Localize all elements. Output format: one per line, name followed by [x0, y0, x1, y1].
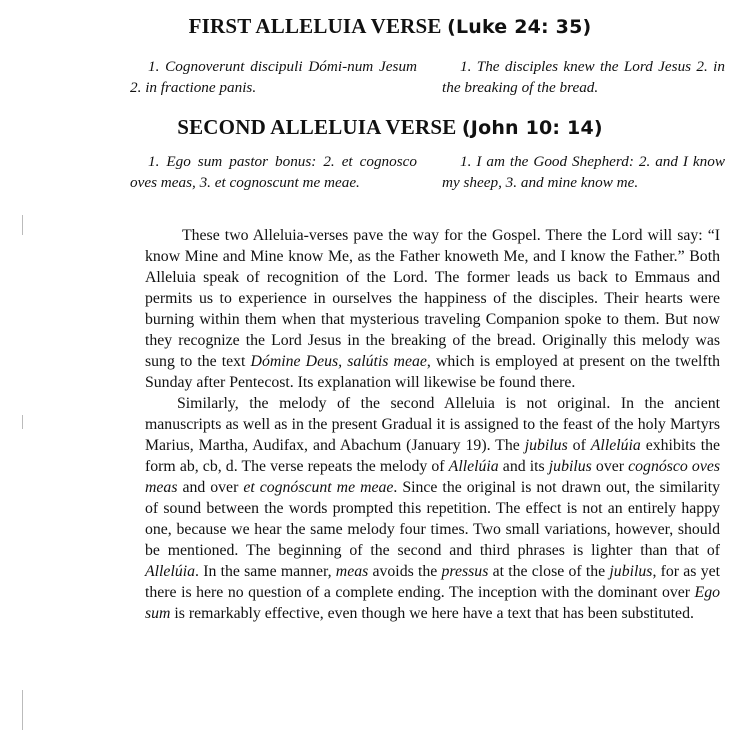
margin-mark: [22, 415, 23, 429]
text-run: . Since the original is not drawn out, the similarity of sound between the words prompted this repetition. The effect is not an entirely happy one, because we hear the same melody four times. Two small variations, however, should be mentioned. The beginning of the second and third phrases is lighter than that of: [145, 479, 720, 559]
text-run: These two Alleluia-verses pave the way for the Gospel. There the Lord will say: “I know Mine and Mine know Me, as the Father knoweth Me, and I know the Father.” Both Alleluia speak of recognition of the Lord. The former leads us back to Emmaus and permits us to experience in ourselves the happiness of the disciples. Their hearts were burning within them when that mysterious traveling Companion spoke to them. But now they recognize the Lord Jesus in the breaking of the bread. Originally this melody was sung to the text: [145, 227, 720, 370]
italic-text: jubilus: [609, 563, 653, 580]
second-verse-ref: (John 10: 14): [461, 117, 603, 139]
second-verse-english-column: [442, 151, 725, 193]
second-verse-heading: [130, 115, 650, 140]
italic-text: Allelúia: [448, 458, 499, 475]
italic-text: pressus: [441, 563, 489, 580]
second-verse-latin-column: [130, 151, 417, 193]
first-verse-title: FIRST ALLELUIA VERSE: [188, 14, 442, 38]
text-run: avoids the: [368, 563, 442, 580]
margin-mark: [22, 215, 23, 235]
text-run: exhibits the form ab, cb, d. The verse repeats the melody of: [145, 437, 721, 475]
italic-text: jubilus: [524, 437, 568, 454]
first-verse-ref: (Luke 24: 35): [447, 16, 592, 38]
first-verse-english: 1. The disciples knew the Lord Jesus 2. in the breaking of the bread.: [442, 58, 725, 96]
italic-text: Ego sum: [145, 584, 720, 622]
italic-text: cognósco oves meas: [145, 458, 720, 496]
text-run: at the close of the: [488, 563, 610, 580]
first-verse-heading: [130, 14, 650, 39]
text-run: . In the same manner,: [195, 563, 336, 580]
text-run: , for as yet there is here no question of a complete ending. The inception with the dominant over: [145, 563, 720, 601]
first-verse-latin-column: [130, 56, 417, 98]
italic-text: jubilus: [548, 458, 592, 475]
italic-text: Allelúia: [145, 563, 196, 580]
text-run: of: [567, 437, 591, 454]
text-run: and over: [177, 479, 244, 496]
commentary: [145, 225, 720, 624]
text-run: , which is employed at present on the twelfth Sunday after Pentecost. Its explanation will likewise be found there.: [145, 353, 720, 391]
first-verse-english-column: [442, 56, 725, 98]
text-run: and its: [498, 458, 549, 475]
italic-text: Allelúia: [590, 437, 641, 454]
margin-mark: [22, 690, 23, 730]
italic-text: meas: [335, 563, 369, 580]
commentary-paragraph-1: [145, 225, 720, 393]
second-verse-english: 1. I am the Good Shepherd: 2. and I know my sheep, 3. and mine know me.: [442, 153, 725, 191]
italic-text: et cognóscunt me meae: [243, 479, 394, 496]
text-run: Similarly, the melody of the second Alleluia is not original. In the ancient manuscripts as well as in the present Gradual it is assigned to the feast of the holy Martyrs Marius, Martha, Audifax, and Abachum (January 19). The: [145, 395, 720, 454]
text-run: over: [591, 458, 629, 475]
first-verse-latin: 1. Cognoverunt discipuli Dómi-num Jesum 2. in fractione panis.: [130, 58, 417, 96]
second-verse-latin: 1. Ego sum pastor bonus: 2. et cognosco oves meas, 3. et cognoscunt me meae.: [130, 153, 417, 191]
second-verse-title: SECOND ALLELUIA VERSE: [177, 115, 457, 139]
commentary-paragraph-2: [145, 393, 720, 624]
text-run: is remarkably effective, even though we here have a text that has been substituted.: [170, 605, 694, 622]
italic-text: Dómine Deus, salútis meae: [250, 353, 427, 370]
